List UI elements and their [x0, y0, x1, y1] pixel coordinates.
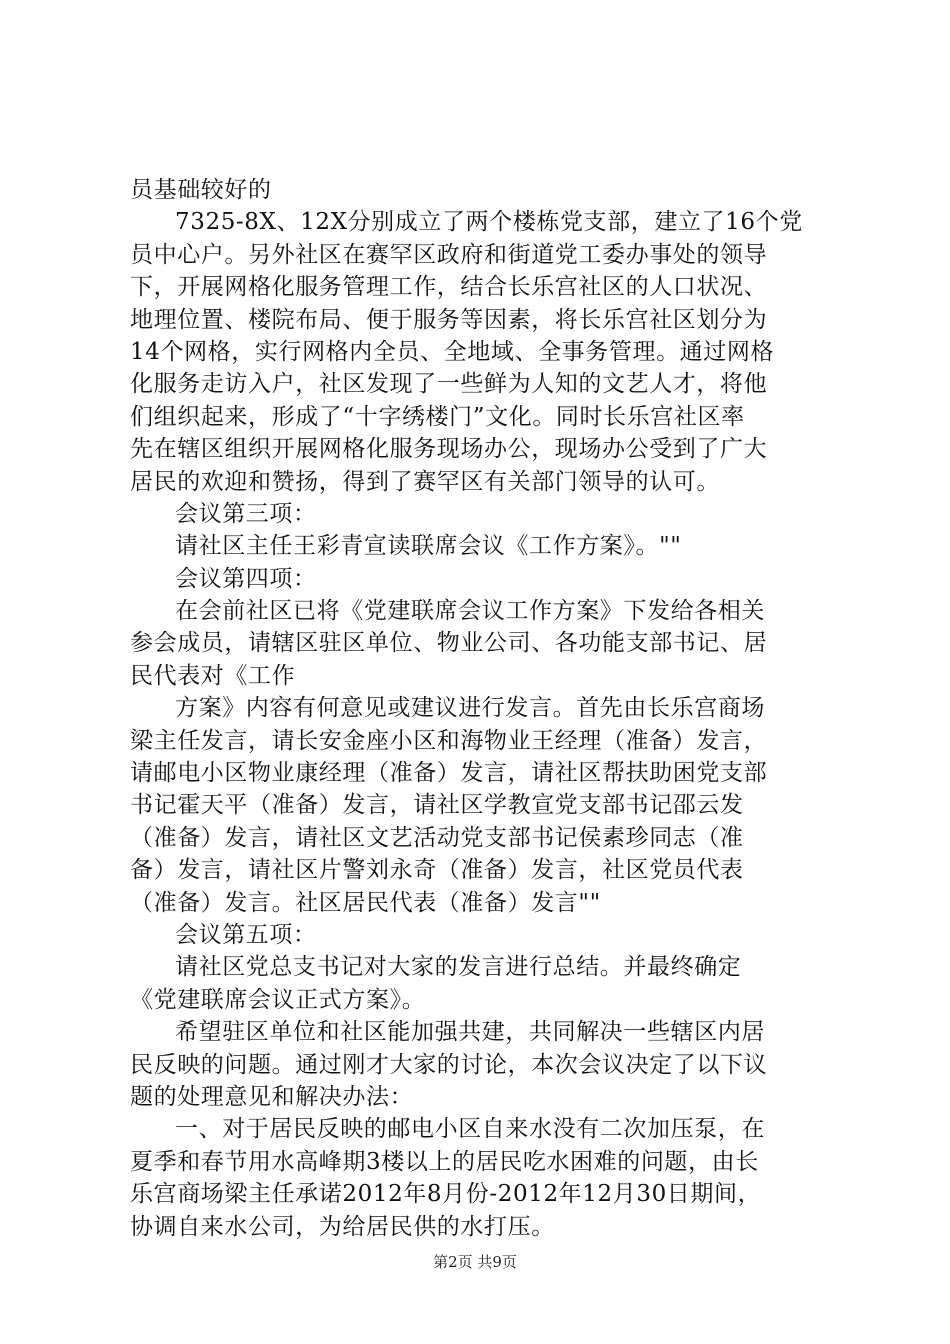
page-footer: [0, 1252, 950, 1272]
text-line: 请邮电小区物业康经理（准备）发言，请社区帮扶助困党支部: [130, 760, 768, 787]
text-line: 夏季和春节用水高峰期3楼以上的居民吃水困难的问题，由长: [130, 1148, 759, 1175]
text-line: 民代表对《工作: [130, 662, 296, 689]
text-line: （准备）发言。社区居民代表（准备）发言"": [130, 889, 601, 916]
text-line: 居民的欢迎和赞扬，得到了赛罕区有关部门领导的认可。: [130, 468, 720, 495]
text-line: 备）发言，请社区片警刘永奇（准备）发言，社区党员代表: [130, 857, 744, 884]
page-number: 第2页 共9页: [433, 1253, 517, 1271]
section-heading: 会议第三项：: [175, 500, 317, 527]
text-line: 在会前社区已将《党建联席会议工作方案》下发给各相关: [175, 598, 765, 625]
text-line: 地理位置、楼院布局、便于服务等因素，将长乐宫社区划分为: [130, 306, 768, 333]
text-line: 先在辖区组织开展网格化服务现场办公，现场办公受到了广大: [130, 436, 768, 463]
text-line: 化服务走访入户，社区发现了一些鲜为人知的文艺人才，将他: [130, 371, 768, 398]
document-body: [130, 174, 834, 1243]
text-line: 民反映的问题。通过刚才大家的讨论，本次会议决定了以下议: [130, 1051, 768, 1078]
section-heading: 会议第五项：: [175, 921, 317, 948]
text-line: 员基础较好的: [130, 177, 272, 203]
text-line: 7325-8X、12X分别成立了两个楼栋党支部，建立了16个党: [175, 209, 803, 236]
text-line: 一、对于居民反映的邮电小区自来水没有二次加压泵，在: [175, 1116, 765, 1143]
text-line: 下，开展网格化服务管理工作，结合长乐宫社区的人口状况、: [130, 274, 768, 301]
text-line: 书记霍天平（准备）发言，请社区学教宣党支部书记邵云发: [130, 792, 744, 819]
text-line: 乐宫商场梁主任承诺2012年8月份-2012年12月30日期间，: [130, 1181, 762, 1208]
text-line: （准备）发言，请社区文艺活动党支部书记侯素珍同志（准: [130, 824, 744, 851]
text-line: 请社区主任王彩青宣读联席会议《工作方案》。"": [175, 533, 682, 560]
text-line: 请社区党总支书记对大家的发言进行总结。并最终确定: [175, 954, 742, 981]
text-line: 们组织起来，形成了“十字绣楼门”文化。同时长乐宫社区率: [130, 403, 745, 430]
text-line: 协调自来水公司，为给居民供的水打压。: [130, 1213, 555, 1240]
text-line: 参会成员，请辖区驻区单位、物业公司、各功能支部书记、居: [130, 630, 768, 657]
text-line: 希望驻区单位和社区能加强共建，共同解决一些辖区内居: [175, 1019, 765, 1046]
text-line: 题的处理意见和解决办法：: [130, 1083, 414, 1110]
text-line: 员中心户。另外社区在赛罕区政府和街道党工委办事处的领导: [130, 241, 768, 268]
text-line: 方案》内容有何意见或建议进行发言。首先由长乐宫商场: [175, 695, 765, 722]
section-heading: 会议第四项：: [175, 565, 317, 592]
text-line: 《党建联席会议正式方案》。: [130, 986, 426, 1013]
text-line: 梁主任发言，请长安金座小区和海物业王经理（准备）发言，: [130, 727, 768, 754]
text-line: 14个网格，实行网格内全员、全地域、全事务管理。通过网格: [130, 338, 775, 365]
